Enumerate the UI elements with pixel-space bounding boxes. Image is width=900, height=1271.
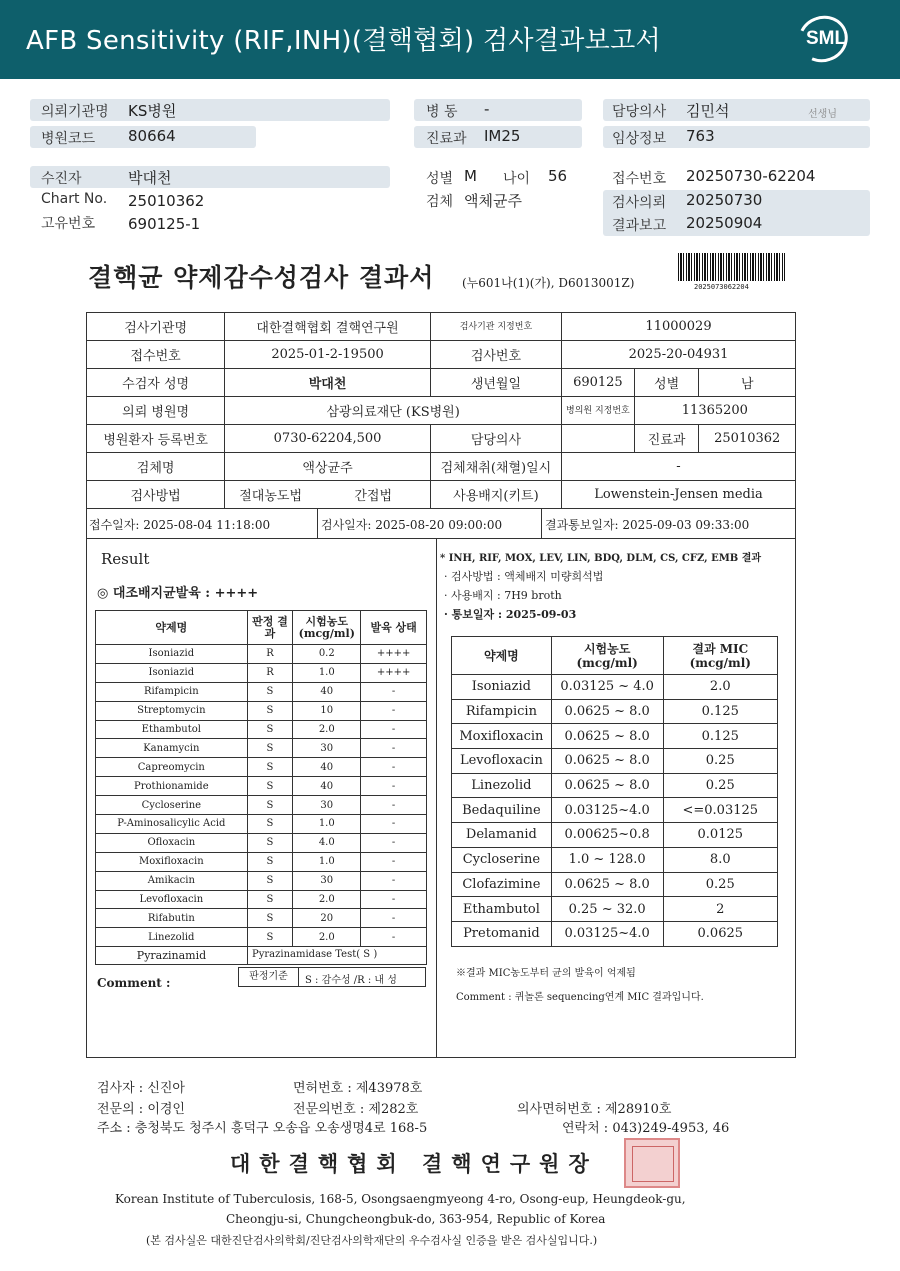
table-row [87, 369, 796, 397]
table-cell: - [361, 739, 427, 758]
cell [562, 425, 635, 453]
right-note-1: * INH, RIF, MOX, LEV, LIN, BDQ, DLM, CS, CFZ, EMB 결과 [440, 553, 762, 564]
cell: 의뢰 병원명 [87, 397, 225, 425]
pyrazinamid-row [95, 946, 427, 965]
request-label: 검사의뢰 [612, 195, 667, 211]
table-cell: Linezolid [452, 773, 552, 798]
method-indirect: 간접법 [354, 489, 393, 504]
table-cell: 0.25 [663, 749, 777, 774]
table-row [96, 928, 427, 947]
tester: 검사자 : 신진아 [97, 1081, 185, 1096]
cell: 0730-62204,500 [225, 425, 431, 453]
table-cell: Levofloxacin [96, 890, 248, 909]
cell: - [562, 453, 796, 481]
table-cell: - [361, 682, 427, 701]
table-cell: 0.0625 ~ 8.0 [551, 872, 663, 897]
doctor-suffix: 선생님 [808, 109, 837, 120]
cell: 11365200 [634, 397, 795, 425]
table-cell: - [361, 909, 427, 928]
report-value: 20250904 [686, 214, 763, 232]
table-row [452, 699, 778, 724]
hosp-code-label: 병원코드 [41, 131, 96, 147]
cell: 수검자 성명 [87, 369, 225, 397]
table-cell: - [361, 777, 427, 796]
table-cell: P-Aminosalicylic Acid [96, 815, 248, 834]
ward-label: 병 동 [426, 104, 458, 120]
table-row [452, 749, 778, 774]
left-results-table [95, 610, 427, 947]
table-cell: - [361, 701, 427, 720]
table-cell: Moxifloxacin [96, 852, 248, 871]
uid-value: 690125-1 [128, 215, 201, 233]
table-row [96, 815, 427, 834]
table-cell: 0.25 [663, 872, 777, 897]
table-cell: S [247, 777, 293, 796]
table-cell: 0.125 [663, 724, 777, 749]
table-cell: 0.0625 [663, 921, 777, 946]
divider [541, 508, 542, 538]
cell: 검사기관 지정번호 [430, 313, 561, 341]
table-cell: Bedaquiline [452, 798, 552, 823]
table-row [452, 724, 778, 749]
expert-number: 전문의번호 : 제282호 [293, 1102, 419, 1117]
table-cell: 1.0 [293, 663, 361, 682]
pill-subject [30, 166, 390, 188]
cell: 검사번호 [430, 341, 561, 369]
address: 주소 : 충청북도 청주시 흥덕구 오송읍 오송생명4로 168-5 [97, 1121, 428, 1136]
cell: 남 [699, 369, 796, 397]
table-cell: - [361, 815, 427, 834]
right-note-4: · 통보일자 : 2025-09-03 [444, 608, 577, 621]
logo-text: SML [806, 28, 847, 49]
left-comment: Comment : [97, 976, 171, 990]
cell [225, 481, 431, 509]
table-cell: R [247, 645, 293, 664]
table-cell: S [247, 833, 293, 852]
control-growth: ◎ 대조배지균발육 : ++++ [97, 586, 259, 601]
table-row [96, 701, 427, 720]
table-row [96, 852, 427, 871]
cell: 25010362 [699, 425, 796, 453]
cell: Lowenstein-Jensen media [562, 481, 796, 509]
table-cell: 0.125 [663, 699, 777, 724]
table-row [96, 739, 427, 758]
column-header: 판정 결과 [247, 611, 293, 645]
table-row [96, 720, 427, 739]
table-cell: - [361, 852, 427, 871]
cell: 대한결핵협회 결핵연구원 [225, 313, 431, 341]
hosp-code-value: 80664 [128, 127, 176, 145]
subject-value: 박대천 [128, 169, 172, 187]
table-cell: S [247, 815, 293, 834]
table-row [87, 313, 796, 341]
doctor-label: 담당의사 [612, 104, 667, 120]
table-row [87, 453, 796, 481]
table-row [96, 682, 427, 701]
table-cell: Rifampicin [452, 699, 552, 724]
table-row [452, 773, 778, 798]
table-cell: 2.0 [293, 890, 361, 909]
table-cell: ++++ [361, 645, 427, 664]
column-header: 약제명 [452, 637, 552, 675]
doctor-license: 의사면허번호 : 제28910호 [517, 1102, 672, 1117]
table-row [452, 921, 778, 946]
table-cell: Ofloxacin [96, 833, 248, 852]
table-cell: 2.0 [663, 675, 777, 700]
table-row [96, 645, 427, 664]
official-seal-icon [624, 1138, 680, 1188]
table-row [452, 823, 778, 848]
table-row [96, 909, 427, 928]
document-title: 결핵균 약제감수성검사 결과서 [88, 263, 435, 292]
table-row [96, 777, 427, 796]
result-title: Result [101, 550, 150, 568]
table-cell: Prothionamide [96, 777, 248, 796]
table-cell: 1.0 [293, 852, 361, 871]
uid-label: 고유번호 [41, 216, 96, 232]
right-note-3: · 사용배지 : 7H9 broth [444, 589, 562, 602]
age-value: 56 [548, 167, 568, 185]
clinical-value: 763 [686, 127, 715, 145]
table-cell: 20 [293, 909, 361, 928]
english-address-2: Cheongju-si, Chungcheongbuk-do, 363-954, Republic of Korea [226, 1212, 606, 1226]
subject-label: 수진자 [41, 171, 82, 187]
barcode-icon [678, 253, 785, 281]
table-row [96, 833, 427, 852]
table-cell: S [247, 720, 293, 739]
table-cell: Cycloserine [96, 796, 248, 815]
sex-value: M [464, 167, 477, 185]
age-label: 나이 [503, 171, 531, 187]
criteria-label: 판정기준 [239, 968, 299, 986]
sex-label: 성별 [426, 171, 454, 187]
cell: 검체채취(채혈)일시 [430, 453, 561, 481]
column-header: 발육 상태 [361, 611, 427, 645]
cell: 2025-01-2-19500 [225, 341, 431, 369]
table-cell: 40 [293, 758, 361, 777]
table-cell: S [247, 909, 293, 928]
table-cell: 2.0 [293, 720, 361, 739]
cell: 사용배지(키트) [430, 481, 561, 509]
table-cell: - [361, 796, 427, 815]
table-row [96, 796, 427, 815]
cell: 담당의사 [430, 425, 561, 453]
report-date: 결과통보일자: 2025-09-03 09:33:00 [545, 518, 750, 532]
right-comment: Comment : 퀴놀론 sequencing연계 MIC 결과입니다. [456, 992, 704, 1003]
cell: 액상균주 [225, 453, 431, 481]
table-row [96, 890, 427, 909]
table-cell: 0.03125 ~ 4.0 [551, 675, 663, 700]
table-row [87, 425, 796, 453]
table-cell: 8.0 [663, 847, 777, 872]
table-cell: 2 [663, 897, 777, 922]
table-cell: 0.25 ~ 32.0 [551, 897, 663, 922]
cell: 검사방법 [87, 481, 225, 509]
doctor-value: 김민석 [686, 102, 730, 120]
table-cell: Pretomanid [452, 921, 552, 946]
table-cell: 1.0 ~ 128.0 [551, 847, 663, 872]
right-note-2: · 검사방법 : 액체배지 미량희석법 [444, 570, 604, 583]
table-cell: 0.0625 ~ 8.0 [551, 773, 663, 798]
document-subtitle: (누601나(1)(가), D6013001Z) [462, 276, 635, 290]
report-label: 결과보고 [612, 218, 667, 234]
cell: 진료과 [634, 425, 699, 453]
request-value: 20250730 [686, 191, 763, 209]
cell: 690125 [562, 369, 635, 397]
table-row [96, 871, 427, 890]
table-cell: 10 [293, 701, 361, 720]
table-cell: S [247, 701, 293, 720]
table-cell: 0.0625 ~ 8.0 [551, 699, 663, 724]
table-cell: S [247, 796, 293, 815]
table-cell: Isoniazid [96, 663, 248, 682]
table-cell: 1.0 [293, 815, 361, 834]
cell: 생년월일 [430, 369, 561, 397]
dept-label: 진료과 [426, 131, 467, 147]
table-cell: Clofazimine [452, 872, 552, 897]
test-date: 검사일자: 2025-08-20 09:00:00 [321, 518, 503, 532]
table-cell: - [361, 871, 427, 890]
table-row [452, 798, 778, 823]
table-cell: Moxifloxacin [452, 724, 552, 749]
table-cell: Ethambutol [452, 897, 552, 922]
cell: 검체명 [87, 453, 225, 481]
pyrazinamid-label: Pyrazinamid [96, 947, 248, 964]
column-header: 시험농도 (mcg/ml) [293, 611, 361, 645]
table-cell: Capreomycin [96, 758, 248, 777]
table-cell: Linezolid [96, 928, 248, 947]
cell: 2025-20-04931 [562, 341, 796, 369]
receipt-value: 20250730-62204 [686, 167, 816, 185]
table-cell: 30 [293, 739, 361, 758]
table-cell: 0.0625 ~ 8.0 [551, 724, 663, 749]
receipt-label: 접수번호 [612, 171, 667, 187]
table-cell: S [247, 852, 293, 871]
specimen-value: 액체균주 [464, 192, 522, 210]
table-row [452, 675, 778, 700]
cell: 삼광의료재단 (KS병원) [225, 397, 562, 425]
column-header: 약제명 [96, 611, 248, 645]
req-org-label: 의뢰기관명 [41, 104, 109, 120]
table-cell: ++++ [361, 663, 427, 682]
sml-logo [798, 16, 854, 64]
table-cell: 30 [293, 796, 361, 815]
institution-info-table [86, 312, 796, 509]
contact: 연락처 : 043)249-4953, 46 [562, 1121, 730, 1136]
table-cell: 0.03125~4.0 [551, 798, 663, 823]
table-cell: 0.0125 [663, 823, 777, 848]
cell: 병의원 지정번호 [562, 397, 635, 425]
req-org-value: KS병원 [128, 102, 177, 120]
barcode-number: 2025073062204 [694, 283, 749, 291]
table-cell: Cycloserine [452, 847, 552, 872]
receipt-date: 접수일자: 2025-08-04 11:18:00 [89, 518, 271, 532]
table-row [452, 847, 778, 872]
table-cell: Delamanid [452, 823, 552, 848]
table-cell: 4.0 [293, 833, 361, 852]
table-cell: S [247, 758, 293, 777]
table-cell: Ethambutol [96, 720, 248, 739]
table-cell: S [247, 739, 293, 758]
divider [317, 508, 318, 538]
table-cell: - [361, 833, 427, 852]
table-cell: S [247, 871, 293, 890]
report-title: AFB Sensitivity (RIF,INH)(결핵협회) 검사결과보고서 [26, 26, 661, 56]
table-header-row [96, 611, 427, 645]
table-cell: Rifabutin [96, 909, 248, 928]
expert: 전문의 : 이경인 [97, 1102, 185, 1117]
chart-label: Chart No. [41, 191, 108, 207]
table-cell: 30 [293, 871, 361, 890]
table-cell: 40 [293, 777, 361, 796]
ward-value: - [484, 100, 490, 118]
table-cell: 0.0625 ~ 8.0 [551, 749, 663, 774]
table-row [87, 481, 796, 509]
table-row [452, 872, 778, 897]
dept-value: IM25 [484, 127, 521, 145]
specimen-label: 검체 [426, 194, 454, 210]
table-row [87, 397, 796, 425]
table-cell: 0.2 [293, 645, 361, 664]
certification-note: (본 검사실은 대한진단검사의학회/진단검사의학재단의 우수검사실 인증을 받은 검사실입니다.) [146, 1234, 598, 1247]
table-cell: 2.0 [293, 928, 361, 947]
column-header: 시험농도 (mcg/ml) [551, 637, 663, 675]
method-absolute: 절대농도법 [239, 489, 303, 504]
table-cell: Rifampicin [96, 682, 248, 701]
mic-results-table [451, 636, 778, 947]
chart-value: 25010362 [128, 192, 205, 210]
criteria-legend [238, 967, 426, 987]
cell: 접수번호 [87, 341, 225, 369]
table-row [96, 758, 427, 777]
table-row [96, 663, 427, 682]
table-cell: S [247, 890, 293, 909]
report-header [0, 0, 900, 79]
pyrazinamidase-test: Pyrazinamidase Test( S ) [252, 949, 378, 960]
table-cell: Streptomycin [96, 701, 248, 720]
institute-name: 대한결핵협회 결핵연구원장 [230, 1151, 598, 1176]
table-cell: 0.25 [663, 773, 777, 798]
cell: 검사기관명 [87, 313, 225, 341]
table-cell: <=0.03125 [663, 798, 777, 823]
table-cell: - [361, 928, 427, 947]
table-header-row [452, 637, 778, 675]
cell: 11000029 [562, 313, 796, 341]
table-cell: Isoniazid [452, 675, 552, 700]
column-header: 결과 MIC (mcg/ml) [663, 637, 777, 675]
cell: 병원환자 등록번호 [87, 425, 225, 453]
table-cell: 0.03125~4.0 [551, 921, 663, 946]
cell: 성별 [634, 369, 699, 397]
table-cell: R [247, 663, 293, 682]
table-cell: Kanamycin [96, 739, 248, 758]
license-number: 면허번호 : 제43978호 [293, 1081, 423, 1096]
table-cell: S [247, 928, 293, 947]
table-row [452, 897, 778, 922]
table-cell: Amikacin [96, 871, 248, 890]
table-cell: Levofloxacin [452, 749, 552, 774]
criteria-text: S : 감수성 /R : 내 성 [305, 975, 397, 986]
dates-row [86, 508, 796, 539]
result-divider [436, 539, 437, 1058]
table-cell: - [361, 758, 427, 777]
table-cell: - [361, 720, 427, 739]
english-address-1: Korean Institute of Tuberculosis, 168-5, Osongsaengmyeong 4-ro, Osong-eup, Heungdeok-gu, [115, 1192, 686, 1206]
cell: 박대천 [225, 369, 431, 397]
table-cell: - [361, 890, 427, 909]
table-cell: Isoniazid [96, 645, 248, 664]
table-cell: 40 [293, 682, 361, 701]
table-cell: S [247, 682, 293, 701]
table-cell: 0.00625~0.8 [551, 823, 663, 848]
table-row [87, 341, 796, 369]
mic-note: ※결과 MIC농도부터 균의 발육이 억제됨 [456, 968, 636, 979]
clinical-label: 임상정보 [612, 131, 667, 147]
